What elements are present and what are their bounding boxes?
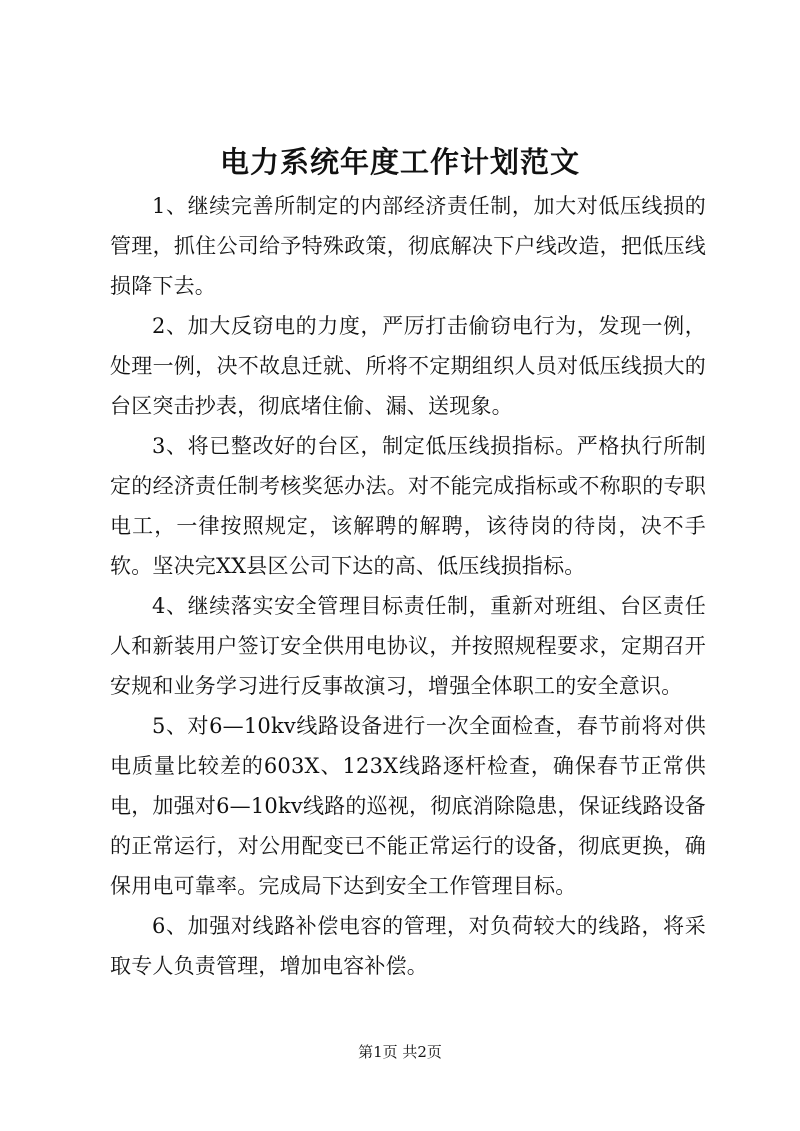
paragraph-4: 4、继续落实安全管理目标责任制，重新对班组、台区责任人和新装用户签订安全供用电协议，并按照规程要求，定期召开安规和业务学习进行反事故演习，增强全体职工的安全意识。 [110, 594, 706, 698]
paragraph-2: 2、加大反窃电的力度，严厉打击偷窃电行为，发现一例，处理一例，决不故息迁就、所将不定期组织人员对低压线损大的台区突击抄表，彻底堵住偷、漏、送现象。 [110, 314, 706, 418]
paragraph-5: 5、对6—10kv线路设备进行一次全面检查，春节前将对供电质量比较差的603X、123X线路逐杆检查，确保春节正常供电，加强对6—10kv线路的巡视，彻底消除隐患，保证线路设备的正常运行，对公用配变已不能正常运行的设备，彻底更换，确保用电可靠率。完成局下达到安全工作管理目标。 [110, 714, 706, 898]
document-body [110, 186, 706, 986]
paragraph-6: 6、加强对线路补偿电容的管理，对负荷较大的线路，将采取专人负责管理，增加电容补偿。 [110, 914, 706, 978]
paragraph-1: 1、继续完善所制定的内部经济责任制，加大对低压线损的管理，抓住公司给予特殊政策，彻底解决下户线改造，把低压线损降下去。 [110, 194, 706, 298]
page-title: 电力系统年度工作计划范文 [219, 145, 580, 179]
paragraph-3: 3、将已整改好的台区，制定低压线损指标。严格执行所制定的经济责任制考核奖惩办法。对不能完成指标或不称职的专职电工，一律按照规定，该解聘的解聘，该待岗的待岗，决不手软。坚决完XX县区公司下达的高、低压线损指标。 [110, 434, 706, 578]
page-number-footer: 第1页 共2页 [358, 1043, 442, 1061]
